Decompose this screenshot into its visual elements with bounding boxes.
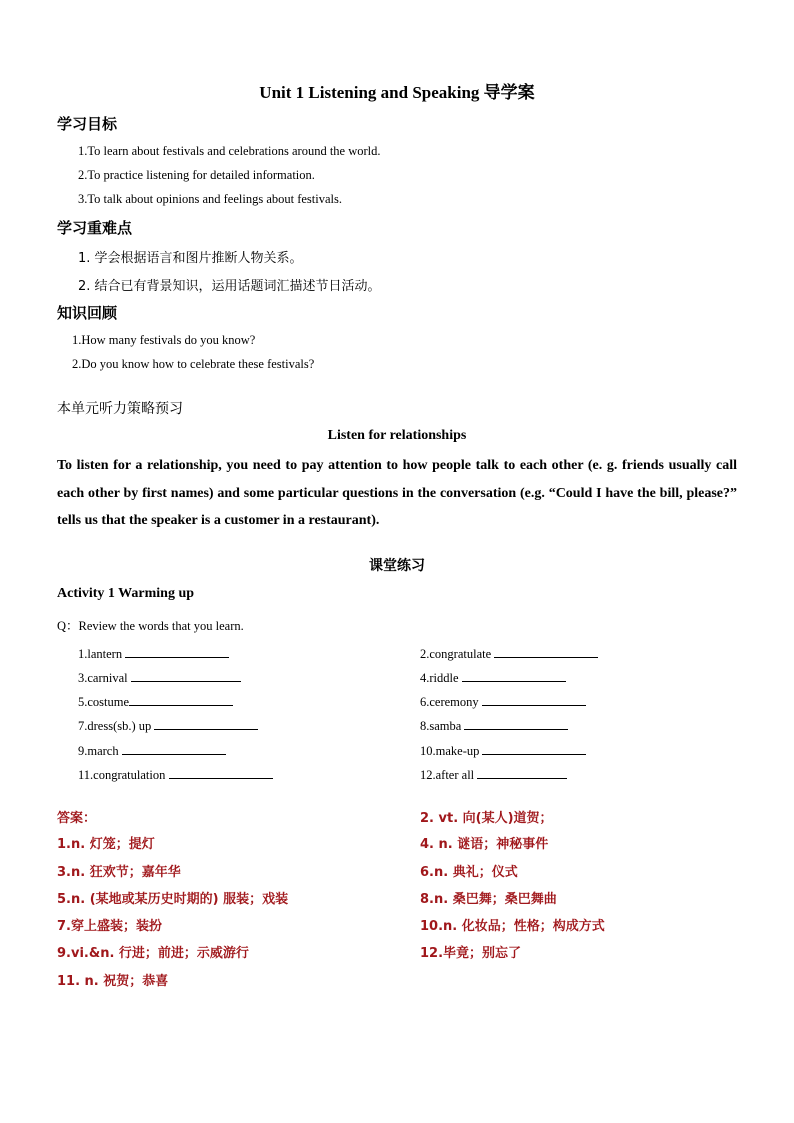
- practice-heading: 课堂练习: [369, 558, 425, 574]
- answer-blank[interactable]: [477, 766, 567, 779]
- word-item: 7.dress(sb.) up: [78, 717, 258, 734]
- answer-item: 12.毕竟；别忘了: [420, 946, 522, 961]
- difficulties-heading: 学习重难点: [57, 219, 133, 237]
- answer-item: 2. vt. 向(某人)道贺；: [420, 811, 553, 826]
- objective-item: 1.To learn about festivals and celebrations around the world.: [78, 144, 381, 158]
- answer-blank[interactable]: [125, 645, 229, 658]
- answer-item: 8.n. 桑巴舞；桑巴舞曲: [420, 892, 557, 907]
- word-item: 5.costume: [78, 693, 233, 710]
- strategy-heading: 本单元听力策略预习: [57, 401, 183, 417]
- answer-item: 7.穿上盛装；装扮: [57, 919, 162, 934]
- answers-label: 答案：: [57, 811, 97, 826]
- answer-item: 3.n. 狂欢节；嘉年华: [57, 865, 181, 880]
- word-item: 1.lantern: [78, 645, 229, 662]
- word-item: 6.ceremony: [420, 693, 586, 710]
- word-item: 3.carnival: [78, 669, 241, 686]
- answer-item: 9.vi.&n. 行进；前进；示威游行: [57, 946, 249, 961]
- answer-blank[interactable]: [482, 693, 586, 706]
- answer-blank[interactable]: [494, 645, 598, 658]
- answer-blank[interactable]: [131, 669, 241, 682]
- difficulty-item: 1. 学会根据语言和图片推断人物关系。: [78, 251, 303, 266]
- strategy-paragraph: To listen for a relationship, you need to pay attention to how people talk to each other (e. g. friends usually call each other by first names) and some particular questions in the conversation (e.g. “Could I have the bill, please?” tells us that the speaker is a customer in a restaurant).: [57, 458, 737, 528]
- answer-blank[interactable]: [122, 742, 226, 755]
- strategy-title: Listen for relationships: [327, 428, 467, 443]
- answer-item: 5.n. (某地或某历史时期的) 服装；戏装: [57, 892, 289, 907]
- answer-item: 10.n. 化妆品；性格；构成方式: [420, 919, 605, 934]
- word-item: 9.march: [78, 742, 226, 759]
- answer-item: 1.n. 灯笼；提灯: [57, 837, 155, 852]
- word-item: 2.congratulate: [420, 645, 598, 662]
- answer-blank[interactable]: [154, 717, 258, 730]
- objectives-heading: 学习目标: [57, 115, 118, 133]
- objective-item: 2.To practice listening for detailed information.: [78, 168, 315, 182]
- objective-item: 3.To talk about opinions and feelings about festivals.: [78, 192, 343, 206]
- answer-item: 4. n. 谜语；神秘事件: [420, 837, 549, 852]
- answer-blank[interactable]: [169, 766, 273, 779]
- difficulty-item: 2. 结合已有背景知识，运用话题词汇描述节日活动。: [78, 279, 381, 294]
- page-title: Unit 1 Listening and Speaking 导学案: [259, 83, 535, 102]
- answer-blank[interactable]: [129, 693, 233, 706]
- review-item: 2.Do you know how to celebrate these festivals?: [72, 357, 315, 371]
- answer-blank[interactable]: [464, 717, 568, 730]
- answer-item: 6.n. 典礼；仪式: [420, 865, 518, 880]
- word-item: 8.samba: [420, 717, 568, 734]
- answer-blank[interactable]: [482, 742, 586, 755]
- activity-question: Q：Review the words that you learn.: [57, 619, 244, 633]
- word-item: 4.riddle: [420, 669, 566, 686]
- review-heading: 知识回顾: [57, 304, 118, 322]
- activity-title: Activity 1 Warming up: [57, 586, 195, 601]
- answer-blank[interactable]: [462, 669, 566, 682]
- word-item: 11.congratulation: [78, 766, 273, 783]
- answer-item: 11. n. 祝贺；恭喜: [57, 974, 169, 989]
- review-item: 1.How many festivals do you know?: [72, 333, 256, 347]
- word-item: 10.make-up: [420, 742, 586, 759]
- word-item: 12.after all: [420, 766, 567, 783]
